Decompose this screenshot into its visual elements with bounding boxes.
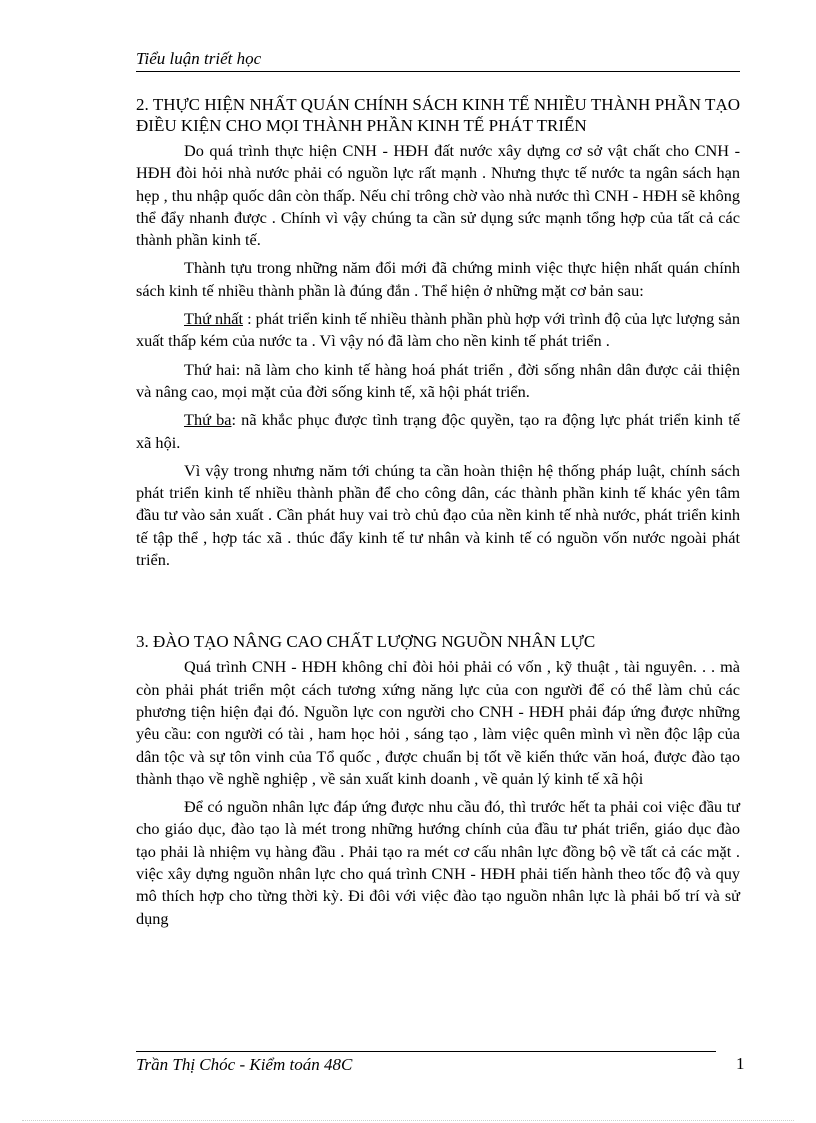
section-2-paragraph-1: Do quá trình thực hiện CNH - HĐH đất nước xây dựng cơ sở vật chất cho CNH - HĐH đòi hỏi nhà nước phải có nguồn lực rất mạnh . Nhưng thực tế nước ta ngân sách hạn hẹp , thu nhập quốc dân còn thấp. Nếu chỉ trông chờ vào nhà nước thì CNH - HĐH sẽ không thể đẩy nhanh được . Chính vì vậy chúng ta cần sử dụng sức mạnh tổng hợp của tất cả các thành phần kinh tế.: [136, 141, 740, 250]
third-point-text: : nã khắc phục được tình trạng độc quyền, tạo ra động lực phát triển kinh tế xã hội.: [136, 410, 740, 452]
page-number: 1: [736, 1054, 745, 1073]
page-bottom-edge: [22, 1120, 794, 1121]
section-3-paragraph-1: Quá trình CNH - HĐH không chỉ đòi hỏi phải có vốn , kỹ thuật , tài nguyên. . . mà còn phải phát triển một cách tương xứng năng lực của con người để có thể làm chủ các phương tiện hiện đại đó. Nguồn lực con người cho CNH - HĐH phải đáp ứng được những yêu cầu: con người có tài , ham học hỏi , sáng tạo , làm việc quên mình vì nền độc lập của dân tộc và sự tôn vinh của Tổ quốc , được chuẩn bị tốt về kiến thức văn hoá, được đào tạo thành thạo về nghề nghiệp , về sản xuất kinh doanh , về quản lý kinh tế xã hội: [136, 657, 740, 788]
footer-divider: [136, 1051, 716, 1052]
page-body: [136, 94, 740, 936]
section-2-heading: 2. THỰC HIỆN NHẤT QUÁN CHÍNH SÁCH KINH TẾ NHIỀU THÀNH PHẦN TẠO ĐIỀU KIỆN CHO MỌI THÀNH PHẦN KINH TẾ PHÁT TRIỂN: [136, 95, 740, 135]
section-3-paragraph-2: Để có nguồn nhân lực đáp ứng được nhu cầu đó, thì trước hết ta phải coi việc đầu tư cho giáo dục, đào tạo là mét trong những hướng chính của đầu tư phát triển, giáo dục đào tạo phải là nhiệm vụ hàng đầu . Phải tạo ra mét cơ cấu nhân lực đồng bộ về tất cả các mặt . việc xây dựng nguồn nhân lực cho quá trình CNH - HĐH phải tiến hành theo tốc độ và quy mô thích hợp cho từng thời kỳ. Đi đôi với việc đào tạo nguồn nhân lực là phải bố trí và sử dụng: [136, 797, 740, 928]
footer-author: Trần Thị Chóc - Kiểm toán 48C: [136, 1055, 353, 1074]
section-2-paragraph-4: Thứ hai: nã làm cho kinh tế hàng hoá phát triển , đời sống nhân dân được cải thiện và nâng cao, mọi mặt của đời sống kinh tế, xã hội phát triển.: [136, 359, 740, 401]
section-2-paragraph-2: Thành tựu trong những năm đổi mới đã chứng minh việc thực hiện nhất quán chính sách kinh tế nhiều thành phần là đúng đắn . Thể hiện ở những mặt cơ bản sau:: [136, 258, 740, 300]
section-spacer: [136, 577, 740, 631]
page-header-title: Tiểu luận triết học: [136, 49, 262, 68]
first-point-text: : phát triển kinh tế nhiều thành phần phù hợp với trình độ của lực lượng sản xuất thấp kém của nước ta . Vì vậy nó đã làm cho nền kinh tế phát triển .: [136, 309, 741, 351]
section-2-paragraph-3: [136, 308, 740, 353]
section-2-paragraph-5: [136, 409, 740, 454]
section-2-paragraph-6: Vì vậy trong nhưng năm tới chúng ta cần hoàn thiện hệ thống pháp luật, chính sách phát triển kinh tế nhiều thành phần để cho công dân, các thành phần kinh tế khác yên tâm đầu tư vào sản xuất . Cần phát huy vai trò chủ đạo của nền kinh tế nhà nước, phát triển kinh tế tập thể , hợp tác xã . thúc đẩy kinh tế tư nhân và kinh tế có nguồn vốn nước ngoài phát triển.: [136, 460, 740, 570]
first-point-label: Thứ nhất: [184, 309, 244, 329]
section-3-heading: 3. ĐÀO TẠO NÂNG CAO CHẤT LƯỢNG NGUỒN NHÂN LỰC: [136, 632, 596, 652]
header-divider: [136, 71, 740, 72]
third-point-label: Thứ ba: [184, 410, 232, 430]
